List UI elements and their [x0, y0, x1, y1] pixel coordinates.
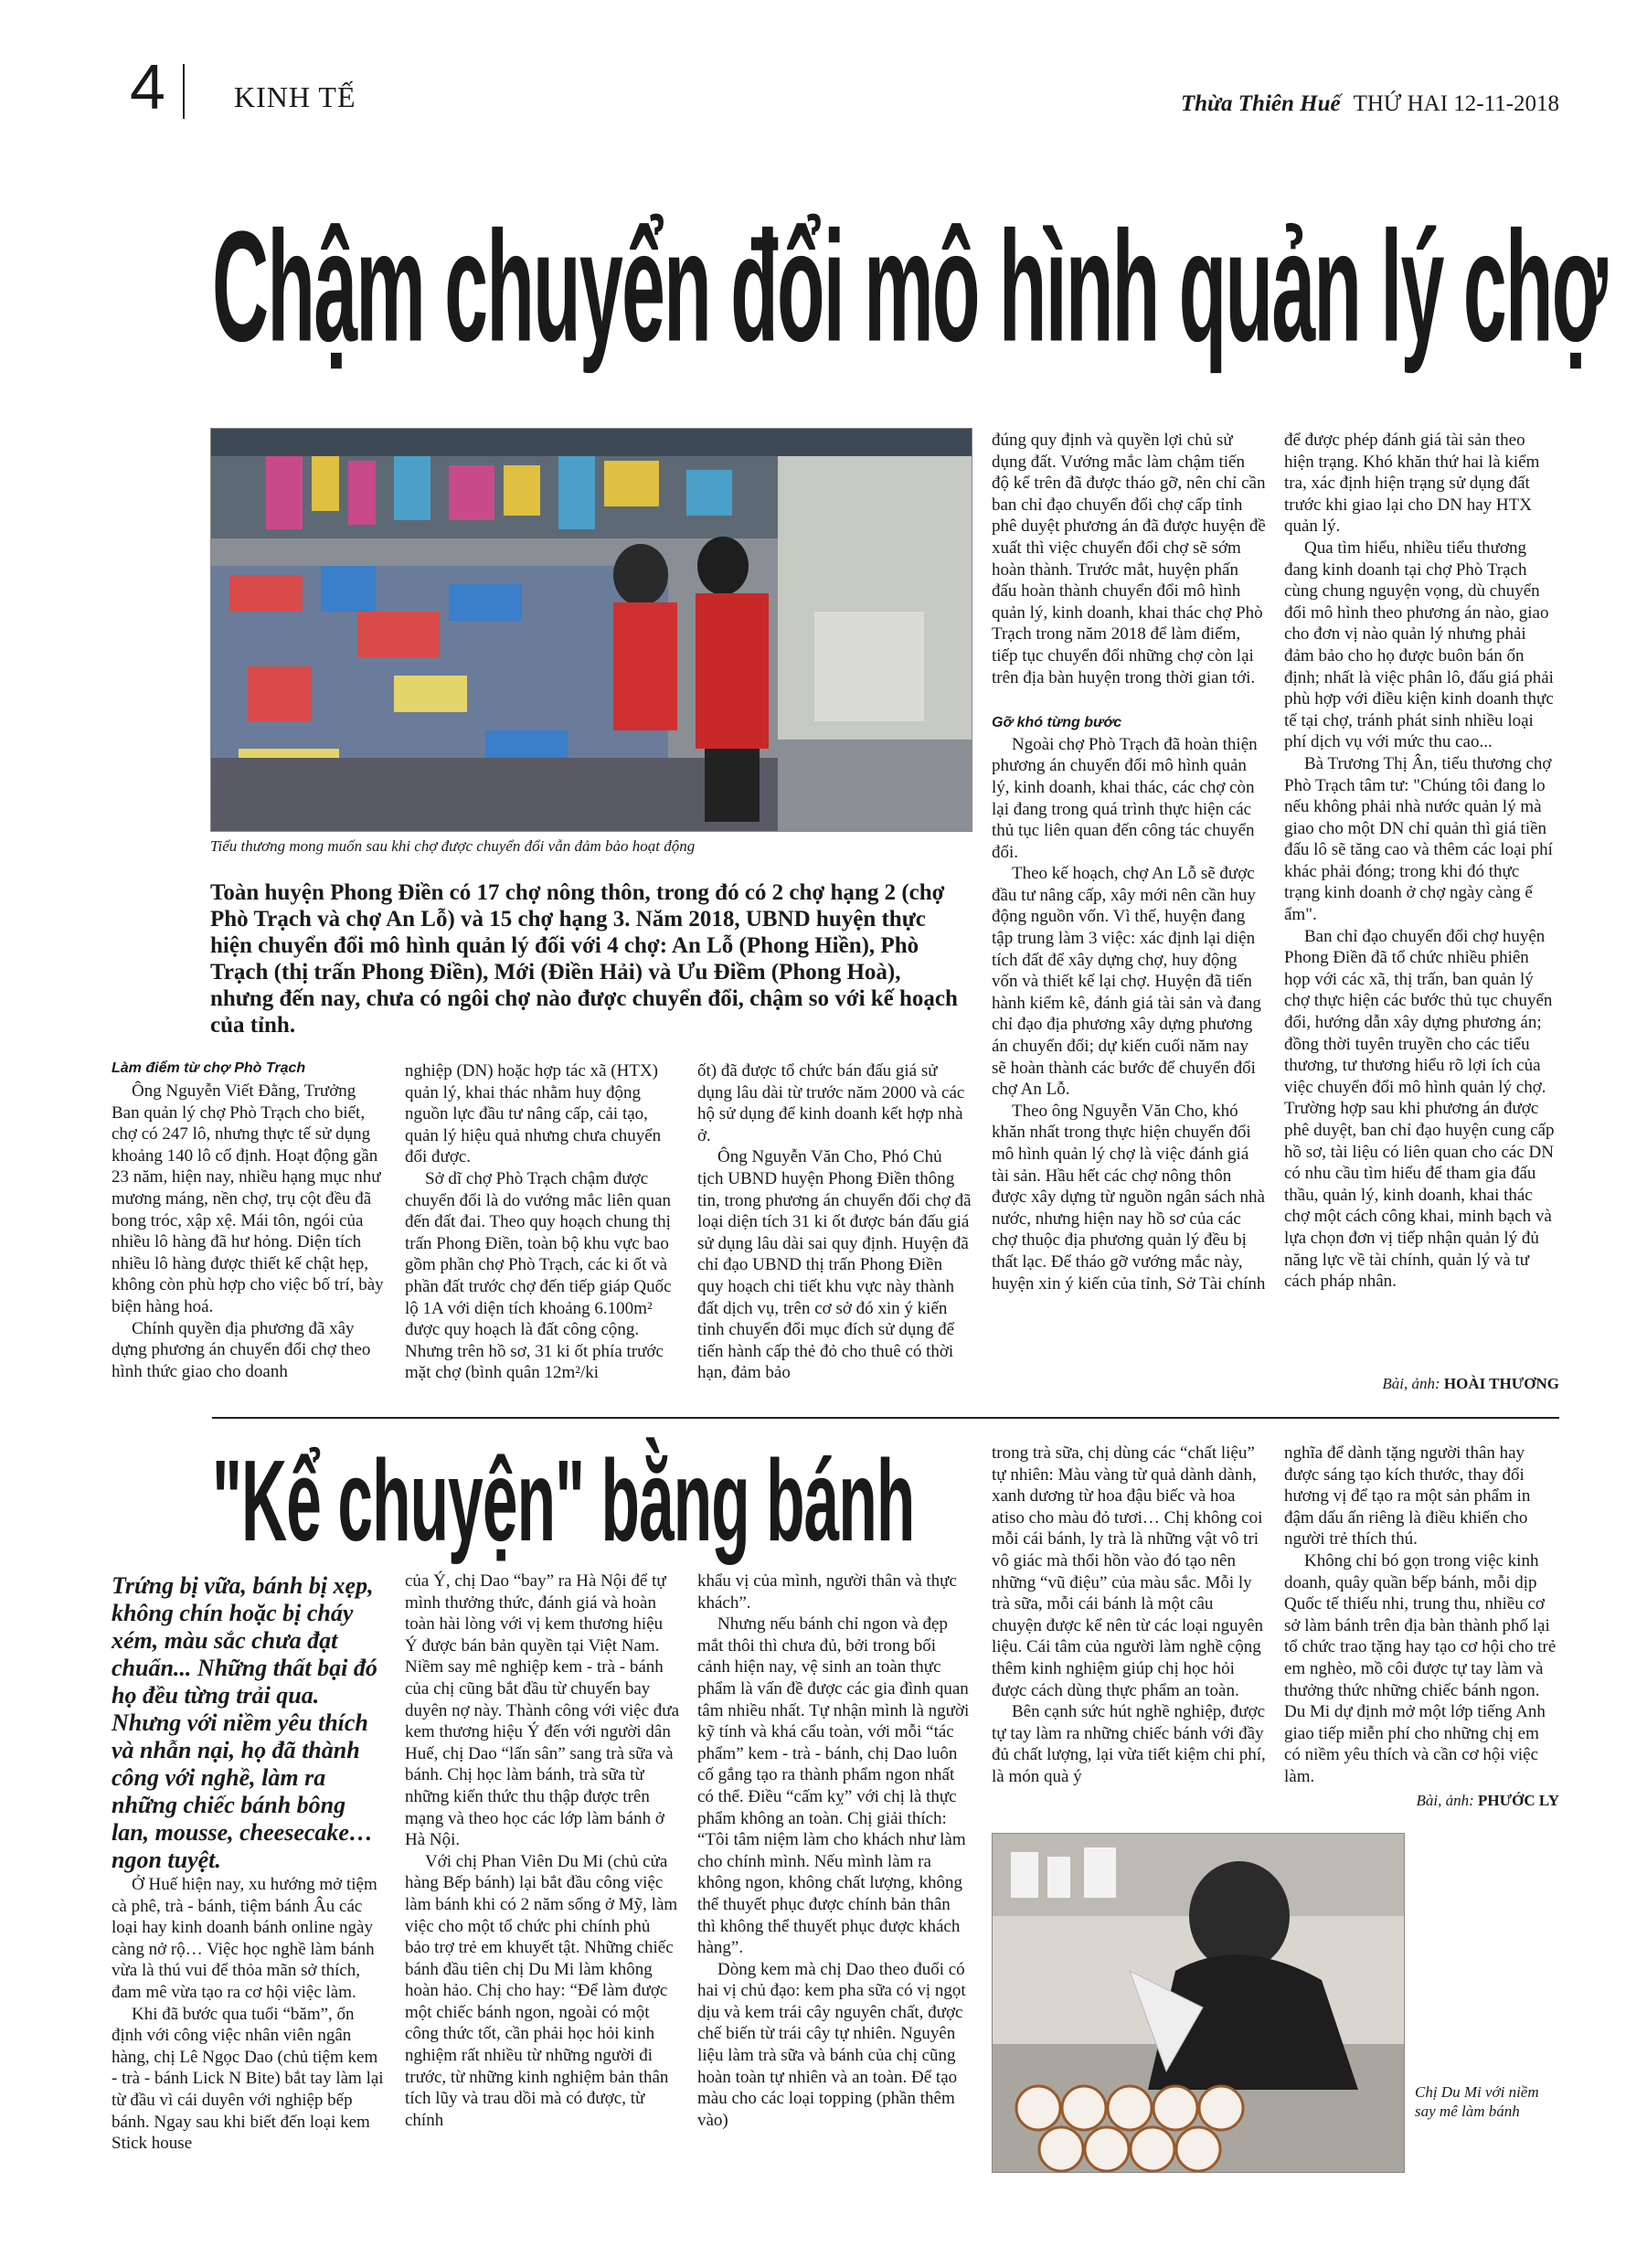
byline-name: HOÀI THƯƠNG — [1443, 1375, 1559, 1392]
article1-column-1 — [112, 1081, 386, 1382]
paragraph: Không chỉ bó gọn trong việc kinh doanh, quây quần bếp bánh, mỗi dịp Quốc tế thiếu nhi, trung thu, nhiều cơ sở làm bánh trên địa bàn thành phố lại tổ chức trao tặng hay tạo cơ hội cho trẻ em nghèo, mồ côi được tự tay làm và thưởng thức những chiếc bánh ngon. Du Mi dự định mở một lớp tiếng Anh giao tiếp miễn phí cho những chị em có niềm yêu thích và cần cơ hội việc làm. — [1284, 1550, 1557, 1786]
paragraph: khẩu vị của mình, người thân và thực khách”. — [697, 1571, 957, 1613]
paragraph: Chính quyền địa phương đã xây dựng phương án chuyển đổi chợ theo hình thức giao cho doanh — [112, 1318, 371, 1381]
article1-column-5 — [1284, 430, 1558, 1293]
byline-prefix: Bài, ảnh: — [1382, 1375, 1440, 1392]
article2-column-3 — [697, 1571, 972, 2131]
paragraph: Bà Trương Thị Ân, tiểu thương chợ Phò Trạch tâm tư: "Chúng tôi đang lo nếu không phải nhà nước quản lý mà giao cho một DN chỉ quản thì giá tiền đấu lô sẽ tăng cao và thêm các loại phí khác phải đóng; trong khi đó thực trạng kinh doanh ở chợ ngày càng ế ẩm". — [1284, 753, 1553, 925]
article2-column-4 — [992, 1443, 1266, 1788]
paragraph: Với chị Phan Viên Du Mi (chủ cửa hàng Bếp bánh) lại bắt đầu công việc làm bánh khi có 2 năm sống ở Mỹ, làm việc cho một tổ chức phi chính phủ bảo trợ trẻ em khuyết tật. Những chiếc bánh đầu tiên chị Du Mi làm không hoàn hảo. Chị cho hay: “Để làm được một chiếc bánh ngon, ngoài có một công thức tốt, cần phải học hỏi kinh nghiệm rất nhiều từ những người đi trước, từ những kinh nghiệm bản thân tích lũy và trau dồi mà có được, từ chính — [405, 1851, 678, 2130]
article1-column-4 — [992, 430, 1266, 1294]
paragraph: Ban chỉ đạo chuyển đổi chợ huyện Phong Điền đã tổ chức nhiều phiên họp với các xã, thị trấn, ban quản lý chợ thực hiện các bước thủ tục chuyển đổi, hướng dẫn xây dựng phương án; đồng thời tuyên truyền cho các tiểu thương, tư thương hiểu rõ lợi ích của việc chuyển đổi mô hình quản lý chợ. Trường hợp sau khi phương án được phê duyệt, ban chỉ đạo huyện cung cấp hồ sơ, tài liệu có liên quan cho các DN có nhu cầu tìm hiểu để tham gia đấu thầu, quản lý, kinh doanh, khai thác chợ một cách công khai, minh bạch và lựa chọn đơn vị tiếp nhận quản lý đủ năng lực về tài chính, quản lý và tư cách pháp nhân. — [1284, 926, 1555, 1292]
article1-headline: Chậm chuyển đổi mô hình quản lý chợ — [212, 198, 1607, 376]
paragraph: ốt) đã được tổ chức bán đấu giá sử dụng lâu dài từ trước năm 2000 và các hộ sử dụng để kinh doanh kết hợp nhà ở. — [697, 1061, 965, 1145]
article2-column-2 — [405, 1571, 679, 2131]
paragraph: nghĩa để dành tặng người thân hay được sáng tạo kích thước, thay đổi hương vị để tạo ra một sản phẩm in đậm dấu ấn riêng là điều khiến cho người trẻ thích thú. — [1284, 1443, 1531, 1549]
article1-byline — [1382, 1375, 1559, 1393]
byline-prefix: Bài, ảnh: — [1416, 1792, 1474, 1809]
article2-column-5 — [1284, 1443, 1558, 1788]
paragraph: trong trà sữa, chị dùng các “chất liệu” tự nhiên: Màu vàng từ quả dành dành, xanh dương từ hoa đậu biếc và hoa atiso cho màu đỏ tươi… Chị không coi mỗi cái bánh, ly trà là những vật vô tri vô giác mà thổi hồn vào đó tạo nên những “vũ điệu” của màu sắc. Mỗi ly trà sữa, mỗi cái bánh là một câu chuyện được kể nên từ các loại nguyên liệu. Cái tâm của người làm nghề cộng thêm kinh nghiệm giúp chị học hỏi được cách dùng thực phẩm an toàn. — [992, 1443, 1264, 1700]
paragraph: Dòng kem mà chị Dao theo đuổi có hai vị chủ đạo: kem pha sữa có vị ngọt dịu và kem trái cây nguyên chất, được chế biến từ trái cây tự nhiên. Nguyên liệu làm trà sữa và bánh của chị cũng hoàn toàn tự nhiên và an toàn. Để tạo màu cho các loại topping (phần thêm vào) — [697, 1959, 966, 2130]
market-photo — [210, 428, 972, 832]
paragraph: Sở dĩ chợ Phò Trạch chậm được chuyển đổi là do vướng mắc liên quan đến đất đai. Theo quy hoạch chung thị trấn Phong Điền, toàn bộ khu vực bao gồm phần chợ Phò Trạch, các ki ốt và phần đất trước chợ đến tiếp giáp Quốc lộ 1A với diện tích khoảng 6.100m² được quy hoạch là đất công cộng. Nhưng trên hồ sơ, 31 ki ốt phía trước mặt chợ (bình quân 12m²/ki — [405, 1168, 672, 1383]
article2-headline: "Kể chuyện" bằng bánh — [212, 1434, 915, 1566]
paragraph: của Ý, chị Dao “bay” ra Hà Nội để tự mình thưởng thức, đánh giá và hoàn toàn hài lòng với vị kem thương hiệu Ý được bán bản quyền tại Việt Nam. Niềm say mê nghiệp kem - trà - bánh của chị cũng bắt đầu từ chuyến bay duyên nợ này. Thành công với việc đưa kem thương hiệu Ý đến với người dân Huế, chị Dao “lấn sân” sang trà sữa và bánh. Chị học làm bánh, trà sữa từ những kiến thức thu thập được trên mạng và theo học các lớp làm bánh ở Hà Nội. — [405, 1571, 680, 1850]
paragraph: Ông Nguyễn Viết Đằng, Trưởng Ban quản lý chợ Phò Trạch cho biết, chợ có 247 lô, nhưng thực tế sử dụng khoảng 140 lô cố định. Hoạt động gần 23 năm, hiện nay, nhiều hạng mục như mương máng, nền chợ, trụ cột đều đã bong tróc, xập xệ. Mái tôn, ngói của nhiều lô hàng đã hư hỏng. Diện tích nhiều lô hàng được thiết kế chật hẹp, không còn phù hợp cho việc bố trí, bày biện hàng hoá. — [112, 1081, 384, 1316]
market-stall-image — [211, 429, 972, 831]
paragraph: Ở Huế hiện nay, xu hướng mở tiệm cà phê, trà - bánh, tiệm bánh Âu các loại hay kinh doanh bánh online ngày càng nở rộ… Việc học nghề làm bánh vừa là thú vui để thỏa mãn sở thích, đam mê vừa tạo ra cơ hội việc làm. — [112, 1875, 377, 2002]
paper-name: Thừa Thiên Huế — [1180, 91, 1341, 116]
baker-photo — [992, 1833, 1405, 2173]
paragraph: Qua tìm hiểu, nhiều tiểu thương đang kinh doanh tại chợ Phò Trạch cùng chung nguyện vọng, dù chuyển đổi mô hình theo phương án nào, giao cho đơn vị nào quản lý nhưng phải đảm bảo cho họ được buôn bán ổn định; nhất là việc phân lô, đấu giá phải phù hợp với điều kiện kinh doanh thực tế tại chợ, tránh phát sinh nhiều loại phí dịch vụ với mức thu cao... — [1284, 538, 1554, 752]
masthead — [1181, 91, 1559, 117]
article1-subhead-1: Làm điểm từ chợ Phò Trạch — [112, 1060, 306, 1076]
article2-column-1 — [112, 1874, 386, 2155]
article1-subhead-2: Gỡ khó từng bước — [992, 715, 1122, 731]
paragraph: Ông Nguyễn Văn Cho, Phó Chủ tịch UBND huyện Phong Điền thông tin, trong phương án chuyển đổi chợ đã loại diện tích 31 ki ốt được bán đấu giá sử dụng lâu dài sai quy định. Huyện đã chỉ đạo UBND thị trấn Phong Điền quy hoạch chi tiết khu vực này thành đất dịch vụ, trên cơ sở đó xin ý kiến tỉnh chuyển đổi mục đích sử dụng để tiến hành cấp thẻ đỏ cho thuê có thời hạn, đảm bảo — [697, 1147, 972, 1383]
header-divider — [183, 64, 185, 119]
paragraph: để được phép đánh giá tài sản theo hiện trạng. Khó khăn thứ hai là kiểm tra, xác định hiện trạng sử dụng đất trước khi giao lại cho DN hay HTX quản lý. — [1284, 431, 1540, 537]
paragraph: Ngoài chợ Phò Trạch đã hoàn thiện phương án chuyển đổi mô hình quản lý, kinh doanh, khai thác, các chợ còn lại đang trong quá trình thực hiện các thủ tục liên quan đến công tác chuyển đổi. — [992, 734, 1258, 862]
article1-photo-caption: Tiểu thương mong muốn sau khi chợ được chuyển đổi vẫn đảm bảo hoạt động — [210, 837, 696, 855]
article1-column-2 — [405, 1060, 679, 1384]
section-title: KINH TẾ — [234, 80, 356, 113]
article1-lead: Toàn huyện Phong Điền có 17 chợ nông thôn, trong đó có 2 chợ hạng 2 (chợ Phò Trạch và chợ An Lỗ) và 15 chợ hạng 3. Năm 2018, UBND huyện thực hiện chuyển đổi mô hình quản lý đối với 4 chợ: An Lỗ (Phong Hiền), Phò Trạch (thị trấn Phong Điền), Mới (Điền Hải) và Ưu Điềm (Phong Hoà), nhưng đến nay, chưa có ngôi chợ nào được chuyển đổi, chậm so với kế hoạch của tỉnh. — [210, 880, 958, 1038]
article2-photo-caption: Chị Du Mi với niềm say mê làm bánh — [1415, 2083, 1539, 2120]
paragraph: Nhưng nếu bánh chỉ ngon và đẹp mắt thôi thì chưa đủ, bởi trong bối cảnh hiện nay, vệ sinh an toàn thực phẩm là vấn đề được các gia đình quan tâm nhiều nhất. Tự nhận mình là người kỹ tính và khá cẩu toàn, với mỗi “tác phẩm” kem - trà - bánh, chị Dao luôn cố gắng tạo ra thành phẩm ngon nhất có thể. Điều “cấm kỵ” với chị là thực phẩm không an toàn. Chị giải thích: “Tôi tâm niệm làm cho khách như làm cho chính mình. Nếu mình làm ra không ngon, không chất lượng, không thể thuyết phục được chính bản thân thì không thể thuyết phục được khách hàng”. — [697, 1614, 970, 1958]
paragraph: Khi đã bước qua tuổi “băm”, ổn định với công việc nhân viên ngân hàng, chị Lê Ngọc Dao (chủ tiệm kem - trà - bánh Lick N Bite) bắt tay làm lại từ đầu vì cái duyên với nghiệp bếp bánh. Ngay sau khi biết đến loại kem Stick house — [112, 2004, 384, 2154]
paragraph: nghiệp (DN) hoặc hợp tác xã (HTX) quản lý, khai thác nhằm huy động nguồn lực đầu tư nâng cấp, cải tạo, quản lý hiệu quả nhưng chưa chuyển đổi được. — [405, 1061, 662, 1167]
article2-byline — [1417, 1792, 1559, 1810]
paragraph: Theo kế hoạch, chợ An Lỗ sẽ được đầu tư nâng cấp, xây mới nên cần huy động nguồn vốn. Vì thế, huyện đang tập trung làm 3 việc: xác định lại diện tích đất để xây dựng chợ, huy động vốn và thiết kế lại chợ. Huyện đã tiến hành kiểm kê, đánh giá tài sản và đang chỉ đạo địa phương xây dựng phương án chuyển đổi; dự kiến cuối năm nay sẽ hoàn thành các bước để chuyển đổi chợ An Lỗ. — [992, 864, 1261, 1100]
baker-image — [993, 1834, 1404, 2172]
byline-name: PHƯỚC LY — [1478, 1792, 1559, 1809]
issue-date: THỨ HAI 12-11-2018 — [1353, 91, 1559, 116]
paragraph: đúng quy định và quyền lợi chủ sử dụng đất. Vướng mắc làm chậm tiến độ kể trên đã được tháo gỡ, nên chỉ cần ban chỉ đạo chuyển đổi chợ cấp tỉnh phê duyệt phương án đã được huyện đề xuất thì việc chuyển đổi chợ sẽ sớm hoàn thành. Trước mắt, huyện phấn đấu hoàn thành chuyển đổi mô hình quản lý, kinh doanh, khai thác chợ Phò Trạch trong năm 2018 để làm điểm, tiếp tục chuyển đổi những chợ còn lại trên địa bàn huyện trong thời gian tới. — [992, 431, 1266, 687]
paragraph: Theo ông Nguyễn Văn Cho, khó khăn nhất trong thực hiện chuyển đổi mô hình quản lý chợ là việc đánh giá tài sản. Hầu hết các chợ nông thôn được xây dựng từ nguồn ngân sách nhà nước, nhưng hiện nay hồ sơ của các chợ thuộc địa phương quản lý đều bị thất lạc. Để tháo gỡ vướng mắc này, huyện xin ý kiến của tỉnh, Sở Tài chính — [992, 1101, 1266, 1294]
page-number: 4 — [130, 51, 165, 122]
article2-lead: Trứng bị vữa, bánh bị xẹp, không chín hoặc bị cháy xém, màu sắc chưa đạt chuẩn... Những thất bại đó họ đều từng trải qua. Nhưng với niềm yêu thích và nhẫn nại, họ đã thành công với nghề, làm ra những chiếc bánh bông lan, mousse, cheesecake… ngon tuyệt. — [112, 1572, 377, 1873]
article1-column-3 — [697, 1060, 972, 1384]
paragraph: Bên cạnh sức hút nghề nghiệp, được tự tay làm ra những chiếc bánh với đầy đủ chất lượng, lại vừa tiết kiệm chi phí, là món quà ý — [992, 1702, 1266, 1786]
article-divider — [212, 1417, 1559, 1419]
